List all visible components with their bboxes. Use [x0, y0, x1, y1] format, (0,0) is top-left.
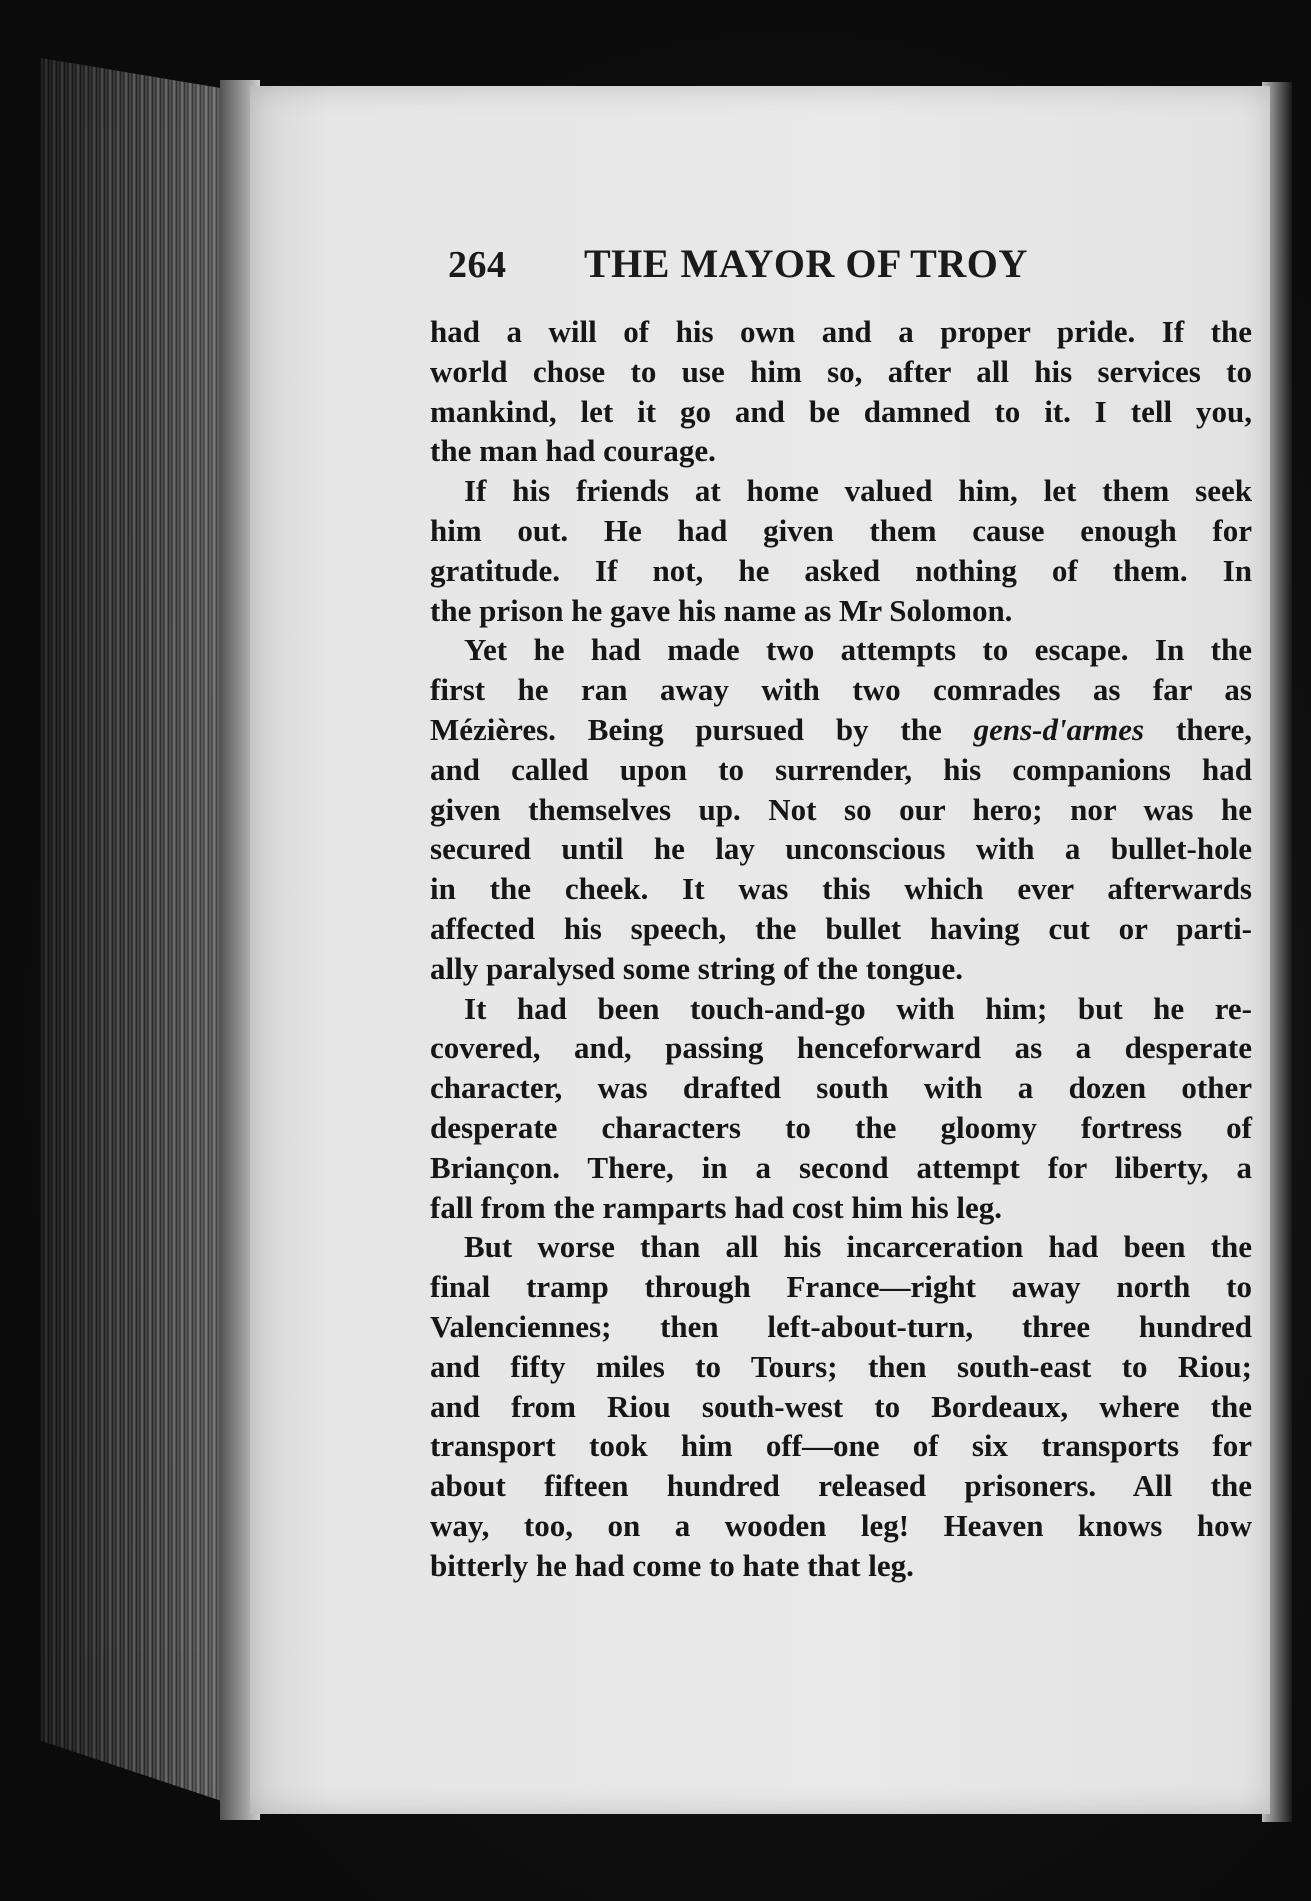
paragraph-first-line: Yet he had made two attempts to escape. In the [464, 632, 1252, 668]
text-line: Briançon. There, in a second attempt for liberty, a [430, 1149, 1252, 1185]
text-line: final tramp through France—right away north to [430, 1269, 1252, 1305]
text-line: him out. He had given them cause enough for [430, 512, 1252, 548]
text-line: the man had courage. [430, 433, 716, 469]
paragraph-first-line: It had been touch-and-go with him; but he re- [464, 990, 1252, 1026]
text-line: the prison he gave his name as Mr Solomon. [430, 592, 1013, 628]
text-line: secured until he lay unconscious with a bullet-hole [430, 831, 1252, 867]
text-line: Valenciennes; then left-about-turn, three hundred [430, 1308, 1252, 1344]
paragraph-first-line: But worse than all his incarceration had been the [464, 1229, 1252, 1265]
text-line: affected his speech, the bullet having cut or parti- [430, 910, 1252, 946]
text-line: character, was drafted south with a dozen other [430, 1070, 1252, 1106]
paragraph-first-line: If his friends at home valued him, let them seek [464, 473, 1252, 509]
page-number: 264 [448, 244, 507, 286]
text-line: transport took him off—one of six transports for [430, 1428, 1252, 1464]
text-line: first he ran away with two comrades as far as [430, 672, 1252, 708]
book-title: THE MAYOR OF TROY [584, 241, 1028, 286]
text-line: had a will of his own and a proper pride. If the [430, 314, 1252, 349]
text-line: in the cheek. It was this which ever afterwards [430, 871, 1252, 907]
text-line: bitterly he had come to hate that leg. [430, 1547, 914, 1583]
text-line: and from Riou south-west to Bordeaux, where the [430, 1388, 1252, 1424]
text-line: and fifty miles to Tours; then south-east to Riou; [430, 1348, 1252, 1384]
italic-term: gens-d'armes [973, 711, 1145, 747]
text-line: and called upon to surrender, his companions had [430, 751, 1252, 787]
running-head [448, 240, 1128, 296]
text-line: given themselves up. Not so our hero; nor was he [430, 791, 1252, 827]
text-line: covered, and, passing henceforward as a desperate [430, 1030, 1252, 1066]
text-line: gratitude. If not, he asked nothing of them. In [430, 552, 1252, 588]
text-line: way, too, on a wooden leg! Heaven knows how [430, 1507, 1252, 1543]
body-text [430, 312, 1252, 1586]
text-line: ally paralysed some string of the tongue. [430, 950, 964, 986]
text-line: about fifteen hundred released prisoners. All the [430, 1468, 1252, 1504]
text-line: fall from the ramparts had cost him his leg. [430, 1189, 1003, 1225]
text-line: desperate characters to the gloomy fortress of [430, 1109, 1252, 1145]
text-line-italic: Mézières. Being pursued by the gens-d'armes there, [430, 711, 1252, 747]
text-line: world chose to use him so, after all his services to [430, 353, 1252, 389]
text-line: mankind, let it go and be damned to it. I tell you, [430, 393, 1252, 429]
